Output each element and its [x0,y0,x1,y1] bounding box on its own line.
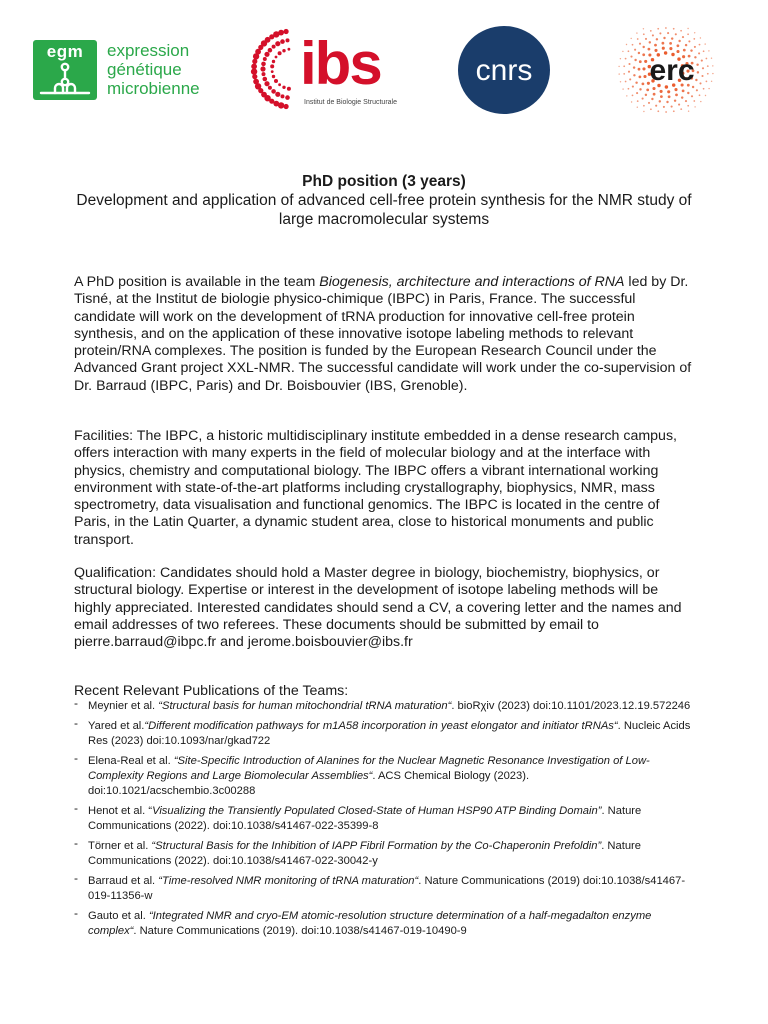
erc-dot [665,111,667,113]
erc-dot [663,37,665,39]
erc-dot [648,102,650,104]
ibs-dot [272,60,275,63]
pub-citation: . Nature Communications (2019) doi:10.1038/s41467-019-11356-w [88,875,686,902]
pub-citation: . Nucleic Acids Res (2023) doi:10.1093/nar/gkad722 [88,720,691,747]
pub-authors: Elena-Real et al. [88,755,174,767]
erc-dot [632,86,634,88]
ibs-dot [284,29,289,34]
erc-dot [698,52,700,54]
pub-authors: Gauto et al. [88,910,149,922]
erc-dot [642,83,645,86]
pub-citation: . Nature Communications (2022). doi:10.1038/s41467-022-35399-8 [88,805,642,832]
erc-dot [659,32,661,34]
publication-item [74,696,694,714]
erc-dot [699,94,701,96]
ibs-dot [261,62,266,67]
qualification-paragraph: Qualification: Candidates should hold a Master degree in biology, biochemistry, biophysics, or structural biology. Expertise or interest in the development of isotope labeling methods will be highly appreciated. Interested candidates should send a CV, a covering letter and the names and email addresses of two referees. These documents should be submitted by email to pierre.barraud@ibpc.fr and jerome.boisbouvier@ibs.fr [74,565,682,651]
erc-dot-burst-icon [606,24,716,116]
erc-dot [699,44,701,46]
erc-dot [678,104,680,106]
erc-dot [626,95,627,96]
erc-dot [700,37,701,38]
erc-dot [630,56,632,58]
erc-dot [696,63,698,65]
pub-authors: Törner et al. [88,840,152,852]
erc-dot [680,30,682,32]
ibs-logo-word: ibs [300,30,381,97]
erc-dot [707,73,709,75]
erc-dot [683,49,686,52]
pub-citation: . Nature Communications (2022). doi:10.1038/s41467-022-30042-y [88,840,641,867]
erc-dot [663,106,665,108]
bullet-dash: - [74,696,78,710]
erc-dot [636,32,637,33]
erc-dot [643,28,644,29]
erc-dot [678,40,680,42]
pub-title: “Structural Basis for the Inhibition of IAPP Fibril Formation by the Co-Chaperonin Prefoldin” [151,840,602,852]
ibs-dot [271,70,274,73]
cnrs-logo [456,25,552,115]
erc-dot [676,50,679,53]
ibs-dot [274,79,278,83]
egm-logo-abbr: egm [46,42,84,61]
erc-dot [642,53,645,56]
erc-dot [688,110,689,111]
erc-dot [704,43,705,44]
ibs-dot [281,94,285,98]
ibs-dot [264,52,269,57]
erc-dot [656,38,658,40]
erc-dot [680,108,682,110]
erc-dot [682,36,684,38]
erc-dot [633,66,635,68]
erc-dot [636,92,638,94]
cnrs-logo-icon [456,25,552,115]
erc-dot [712,65,713,66]
pub-title: “Time-resolved NMR monitoring of tRNA maturation“ [158,875,419,887]
ibs-dot [272,75,275,78]
ibs-dot [288,48,291,51]
ibs-dot [268,86,272,90]
erc-dot [685,44,687,46]
erc-dot [675,94,678,97]
ibs-dot [278,83,281,86]
erc-dot [707,65,709,67]
erc-dot [708,88,709,89]
ibs-dot [282,86,285,89]
erc-dot [694,56,696,58]
ibs-dot [251,68,257,74]
erc-dot [687,28,688,29]
erc-dot [657,110,659,112]
pub-authors: Henot et al. “ [88,805,153,817]
pub-title: “Site-Specific Introduction of Alanines for the Nuclear Magnetic Resonance Investigation of Low-Complexity Regions and Large Biomolecular Assemblies“ [88,755,650,782]
erc-dot [660,95,663,98]
erc-dot [688,40,690,42]
ibs-dot [264,81,269,86]
publication-item [74,801,694,834]
erc-dot [696,89,698,91]
egm-logo [33,40,213,100]
erc-dot [671,37,673,39]
ibs-dot [282,49,285,52]
erc-dot [642,46,644,48]
erc-dot [651,98,653,100]
erc-dot [708,50,709,51]
erc-dot [643,75,646,78]
erc-dot [660,90,663,93]
erc-dot [645,94,647,96]
title-position: PhD position (3 years) [302,173,466,190]
ibs-dot [275,56,278,59]
ibs-dot [260,66,265,71]
publication-item [74,716,694,749]
erc-dot [634,49,636,51]
erc-dot [669,47,672,50]
pub-citation: . ACS Chemical Biology (2023). doi:10.1021/acschembio.3c00288 [88,770,530,797]
bullet-dash: - [74,801,78,815]
erc-dot [675,33,677,35]
erc-dot [667,32,669,34]
erc-dot [639,43,641,45]
ibs-dot [263,57,267,61]
erc-dot [666,101,668,103]
ibs-dot [253,53,259,59]
publication-item [74,871,694,904]
erc-dot [685,100,687,102]
intro-lead: A PhD position is available in the team [74,274,320,290]
erc-dot [700,101,701,102]
erc-dot [637,38,639,40]
intro-rest: led by Dr. Tisné, at the Institut de biologie physico-chimique (IBPC) in Paris, France. The successful candidate will work on the development of tRNA production for innovative cell-free protein synthesis, and on the application of these innovative isotope labeling methods to relevant protein/RNA complexes. The position is funded by the European Research Council under the Advanced Grant project XXL-NMR. The successful candidate will work under the co-supervision of Dr. Barraud (IBPC, Paris) and Dr. Boisbouvier (IBS, Grenoble). [74,274,692,394]
erc-dot [637,106,638,107]
erc-dot [711,57,712,58]
erc-dot [628,50,630,52]
erc-dot [701,75,703,77]
erc-dot [646,89,649,92]
erc-dot [703,50,705,52]
erc-dot [620,81,621,82]
erc-dot [643,105,645,107]
erc-dot [711,81,712,82]
erc-dot [644,60,647,63]
erc-dot [697,71,699,73]
erc-dot [659,100,661,102]
erc-dot [655,105,657,107]
ibs-logo-subtitle: Institut de Biologie Structurale [304,99,397,106]
ibs-dot [275,92,280,97]
erc-dot [618,73,619,74]
erc-dot [648,48,651,51]
bullet-dash: - [74,906,78,920]
pub-title: “Integrated NMR and cryo-EM atomic-resolution structure determination of a half-megadalton enzyme complex“ [88,910,652,937]
page-title [0,172,768,229]
pub-title: Visualizing the Transiently Populated Closed-State of Human HSP90 ATP Binding Domain” [152,805,602,817]
pub-citation: . Nature Communications (2019). doi:10.1038/s41467-019-10490-9 [133,925,467,937]
ibs-dot [278,102,284,108]
erc-dot [620,58,621,59]
erc-dot [622,88,623,89]
erc-dot [695,79,697,81]
erc-dot [635,81,637,83]
erc-dot [631,101,632,102]
erc-dot [702,67,704,69]
bullet-dash: - [74,716,78,730]
erc-dot [632,95,634,97]
cnrs-logo-word: cnrs [475,54,533,87]
ibs-dot-ring-icon [248,24,308,114]
ibs-dot [275,41,280,46]
bullet-dash: - [74,836,78,850]
egm-logo-badge [33,40,97,100]
publications-list [74,696,694,944]
erc-dot [654,49,657,52]
erc-dot [706,81,708,83]
erc-dot [691,95,693,97]
ibs-dot [268,48,273,53]
pub-title: “Structural basis for human mitochondrial tRNA maturation“ [158,700,452,712]
erc-dot [643,111,644,112]
ibs-dot [252,74,257,79]
team-name: Biogenesis, architecture and interactions of RNA [319,274,625,290]
erc-dot [687,92,689,94]
publication-item [74,751,694,799]
erc-dot [673,110,675,112]
pub-authors: Meynier et al. [88,700,159,712]
erc-dot [674,88,677,91]
erc-dot [694,32,695,33]
erc-dot [694,46,696,48]
erc-dot [638,52,640,54]
erc-dot [665,27,667,29]
erc-dot [662,42,665,45]
erc-dot [625,58,627,60]
ibs-dot [285,95,290,100]
erc-dot [628,71,630,73]
pub-authors: Barraud et al. [88,875,159,887]
erc-dot [623,73,625,75]
erc-dot [653,93,656,96]
erc-dot [687,33,689,35]
ibs-dot [284,104,289,109]
erc-dot [703,88,705,90]
erc-dot [629,78,631,80]
erc-dot [642,67,645,70]
erc-dot [652,34,654,36]
publications-heading: Recent Relevant Publications of the Teams: [74,683,349,699]
ibs-dot [263,77,268,82]
intro-paragraph [74,274,694,395]
erc-dot [681,96,683,98]
erc-dot [652,87,655,90]
erc-dot [637,100,639,102]
erc-dot [677,44,680,47]
erc-dot [701,60,703,62]
pub-citation: . bioRχiv (2023) doi:10.1101/2023.12.19.572246 [451,700,691,712]
erc-dot [706,58,708,60]
publication-item [74,836,694,869]
erc-dot [630,38,631,39]
erc-dot [667,90,670,93]
egm-logo-line3: microbienne [107,79,200,98]
erc-dot [623,65,625,67]
bullet-dash: - [74,871,78,885]
facilities-paragraph: Facilities: The IBPC, a historic multidisciplinary institute embedded in a dense research campus, offers interaction with many experts in the field of molecular biology and at the interface with physics, chemistry and computational biology. The IBPC offers a vibrant international working environment with state-of-the-art platforms including crystallography, biophysics, NMR, mass spectrometry, data visualisation and functional genomics. The IBPC is located in the centre of Paris, in the Latin Quarter, a dynamic student area, close to historical monuments and public transport. [74,428,677,548]
erc-dot [628,63,630,65]
ibs-dot [272,45,276,49]
erc-dot [639,76,642,79]
erc-dot [618,66,619,67]
erc-dot [642,98,644,100]
erc-dot [639,88,641,90]
ibs-logo [248,24,398,114]
erc-dot [674,99,676,101]
ibs-dot [262,72,266,76]
pub-title: “Different modification pathways for m1A58 incorporation in yeast elongator and initiator tRNAs“ [144,720,618,732]
erc-dot [694,106,695,107]
ibs-dot [252,59,257,64]
erc-dot [705,95,706,96]
erc-dot [669,42,672,45]
erc-dot [650,30,652,32]
egm-logo-text [107,41,200,98]
erc-dot [712,73,713,74]
erc-dot [628,88,630,90]
erc-dot [639,60,642,63]
ibs-dot [286,38,290,42]
erc-logo-word: erc [649,54,695,87]
egm-logo-line2: génétique [107,60,182,79]
erc-dot [622,51,623,52]
erc-dot [633,74,635,76]
erc-dot [693,38,695,40]
erc-dot [690,49,692,51]
erc-dot [682,90,685,93]
erc-dot [649,41,651,43]
erc-dot [654,44,657,47]
ibs-dot [278,51,282,55]
bullet-dash: - [74,751,78,765]
erc-dot [699,82,701,84]
publication-item [74,906,694,939]
ibs-dot [270,64,274,68]
ibs-dot [280,39,285,44]
title-project: Development and application of advanced cell-free protein synthesis for the NMR study of large macromolecular systems [76,192,692,228]
ibs-dot [287,87,291,91]
erc-dot [634,59,636,61]
egm-logo-line1: expression [107,41,190,60]
erc-dot [657,28,659,30]
erc-dot [671,106,673,108]
pub-authors: Yared et al. [88,720,145,732]
erc-dot [662,47,665,50]
ibs-dot [271,89,276,94]
erc-dot [625,81,627,83]
erc-dot [687,105,689,107]
erc-dot [638,68,641,71]
erc-logo [606,24,716,116]
gene-expression-icon [33,62,97,98]
erc-dot [632,44,634,46]
erc-dot [650,108,652,110]
erc-dot [668,95,671,98]
erc-dot [693,100,695,102]
erc-dot [673,28,675,30]
erc-dot [645,38,647,40]
erc-dot [626,44,627,45]
erc-dot [643,33,645,35]
